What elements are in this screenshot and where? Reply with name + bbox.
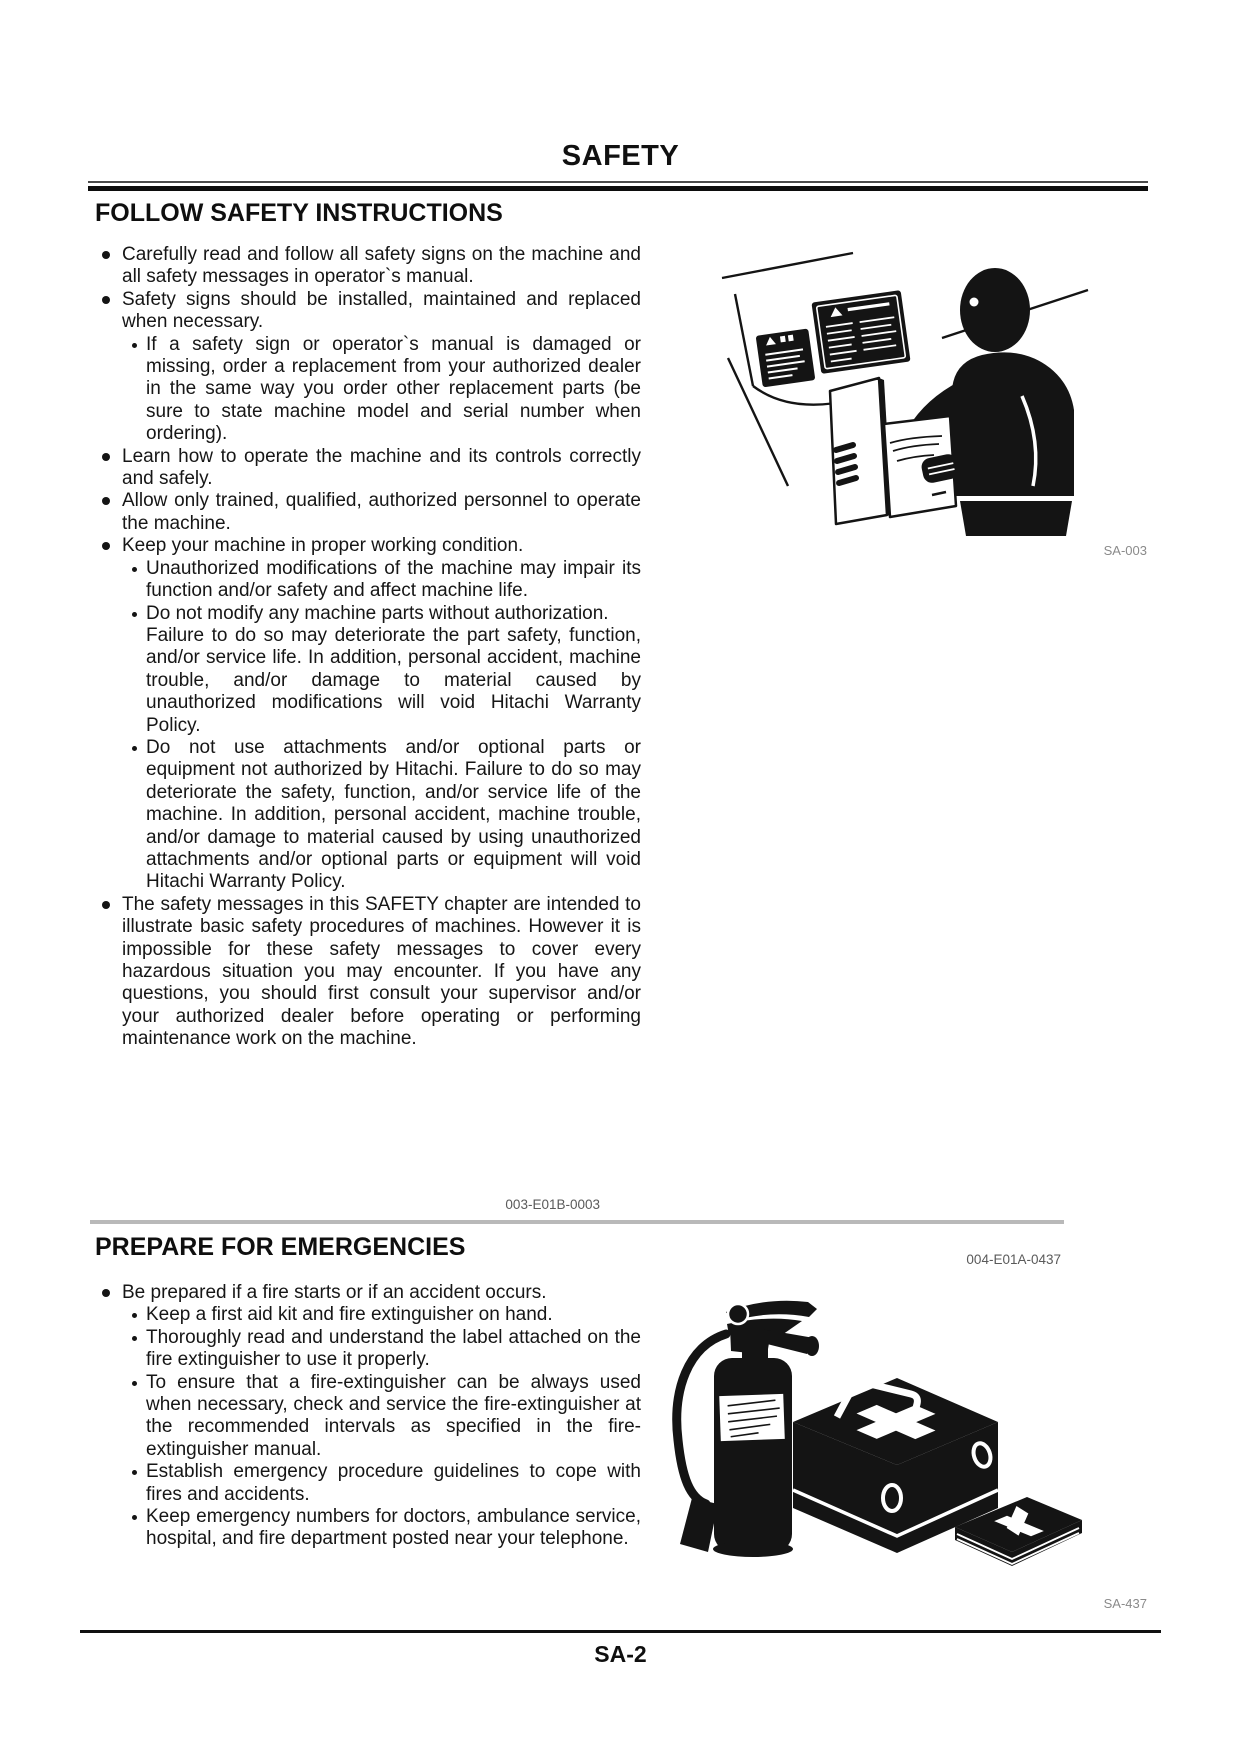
bullet-marker — [102, 453, 110, 461]
emergencies-bullet-list — [95, 1282, 641, 1551]
bullet-marker — [102, 1289, 110, 1297]
bullet-marker — [102, 251, 110, 259]
sub-bullet-marker — [132, 746, 137, 751]
safety-sign-small — [756, 328, 816, 387]
bullet-item: Learn how to operate the machine and its controls correctly and safely. — [95, 446, 641, 491]
bullet-item: Carefully read and follow all safety signs on the machine and all safety messages in operator`s manual. — [95, 244, 641, 289]
footer-rule — [80, 1630, 1161, 1633]
sub-bullet-item: If a safety sign or operator`s manual is damaged or missing, order a replacement from your authorized dealer in the same way you order other replacement parts (be sure to state machine model and serial number when ordering). — [95, 334, 641, 446]
header-rule-thin — [88, 181, 1148, 183]
sub-bullet-item: Establish emergency procedure guidelines to cope with fires and accidents. — [95, 1461, 641, 1506]
sub-bullet-item: Keep emergency numbers for doctors, ambulance service, hospital, and fire department posted near your telephone. — [95, 1506, 641, 1551]
page-number: SA-2 — [594, 1641, 647, 1667]
section-ref-code-2: 004-E01A-0437 — [966, 1252, 1061, 1267]
person-head — [960, 268, 1030, 352]
bullet-marker — [102, 901, 110, 909]
bullet-item: The safety messages in this SAFETY chapter are intended to illustrate basic safety procedures of machines. However it is impossible for these safety messages to cover every hazardous situation you may encounter. If you have any questions, you should first consult your supervisor and/or your authorized dealer before operating or performing maintenance work on the machine. — [95, 894, 641, 1051]
bullet-item: Safety signs should be installed, maintained and replaced when necessary. — [95, 289, 641, 334]
bullet-marker — [102, 542, 110, 550]
bullet-marker — [102, 296, 110, 304]
sub-bullet-marker — [132, 1336, 137, 1341]
sub-bullet-marker — [132, 1515, 137, 1520]
bullet-item: Be prepared if a fire starts or if an accident occurs. — [95, 1282, 641, 1304]
section-heading-follow-safety-instructions: FOLLOW SAFETY INSTRUCTIONS — [95, 199, 503, 227]
safety-instructions-bullet-list — [95, 244, 641, 1051]
sub-bullet-marker — [132, 1381, 137, 1386]
sub-bullet-item: Keep a first aid kit and fire extinguisher on hand. — [95, 1304, 641, 1326]
section-ref-code-1: 003-E01B-0003 — [505, 1197, 600, 1212]
bullet-item: Keep your machine in proper working condition. — [95, 535, 641, 557]
figure-caption-sa-003: SA-003 — [1103, 543, 1147, 558]
sub-bullet-item: Do not modify any machine parts without authorization. — [95, 603, 641, 625]
figure-operator-reading-manual — [640, 228, 1162, 540]
sub-bullet-marker — [132, 1470, 137, 1475]
section-heading-prepare-for-emergencies: PREPARE FOR EMERGENCIES — [95, 1233, 466, 1261]
sub-bullet-item: To ensure that a fire-extinguisher can be always used when necessary, check and service the fire-extinguisher at the recommended intervals as specified in the fire-extinguisher manual. — [95, 1372, 641, 1462]
section-divider — [90, 1220, 1064, 1224]
person-eye — [970, 298, 979, 307]
header-rule-thick — [88, 186, 1148, 191]
sub-bullet-marker — [132, 343, 137, 348]
sub-bullet-marker — [132, 1313, 137, 1318]
sub-bullet-continuation: Failure to do so may deteriorate the part safety, function, and/or service life. In addition, personal accident, machine trouble, and/or damage to material caused by unauthorized modifications will void Hitachi Warranty Policy. — [146, 624, 641, 736]
sub-bullet-item: Do not use attachments and/or optional parts or equipment not authorized by Hitachi. Failure to do so may deteriorate the safety, function, and/or service life of the machine. In addition, personal accident, machine trouble, and/or damage to material caused by using unauthorized attachments and/or optional parts or equipment will void Hitachi Warranty Policy. — [95, 737, 641, 894]
sub-bullet-item: Unauthorized modifications of the machine may impair its function and/or safety and affect machine life. — [95, 558, 641, 603]
sub-bullet-marker — [132, 567, 137, 572]
sub-bullet-marker — [132, 612, 137, 617]
page-title: SAFETY — [561, 140, 680, 172]
sub-bullet-item: Thoroughly read and understand the label attached on the fire extinguisher to use it properly. — [95, 1327, 641, 1372]
bullet-item: Allow only trained, qualified, authorized personnel to operate the machine. — [95, 490, 641, 535]
bullet-marker — [102, 497, 110, 505]
figure-fire-extinguisher-first-aid-kit — [630, 1250, 1190, 1580]
safety-sign-large — [811, 290, 910, 374]
figure-caption-sa-437: SA-437 — [1103, 1596, 1147, 1611]
